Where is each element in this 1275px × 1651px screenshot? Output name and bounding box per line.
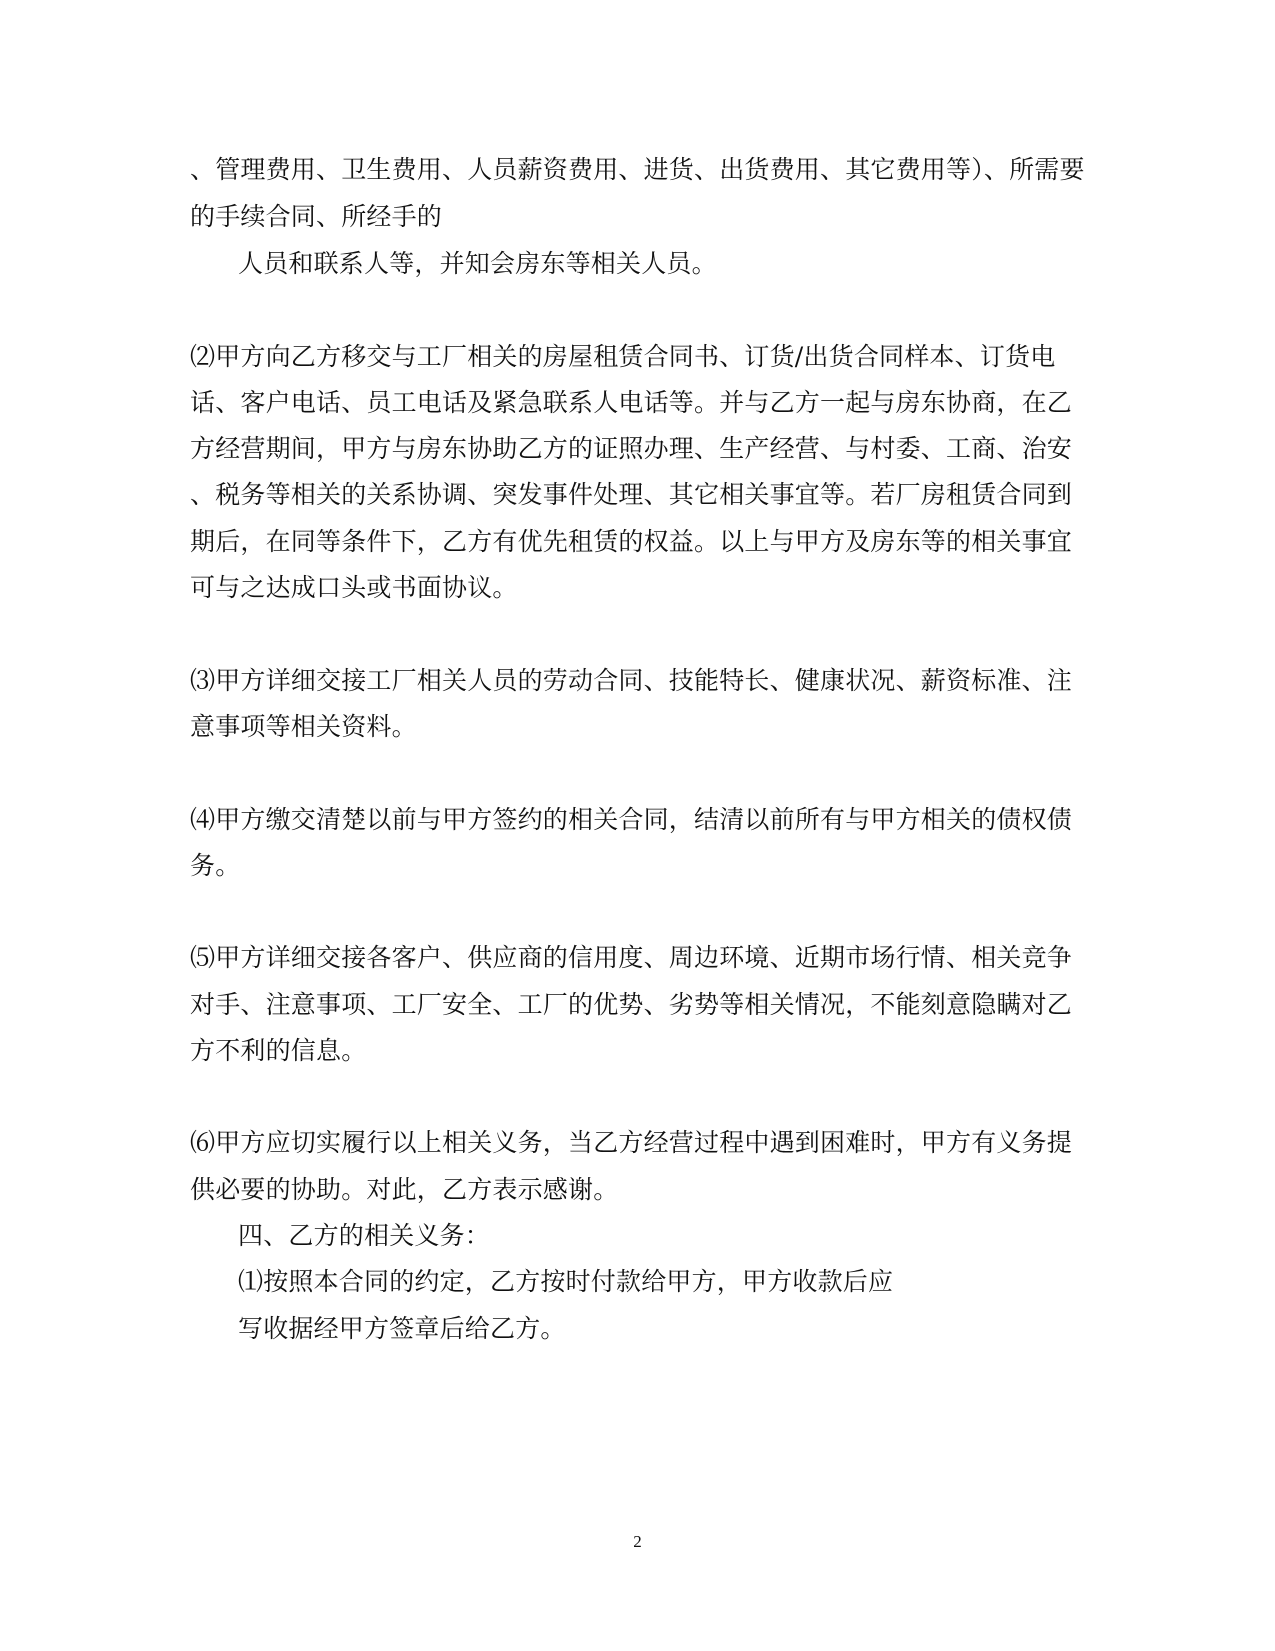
- text-line: ⑶甲方详细交接工厂相关人员的劳动合同、技能特长、健康状况、薪资标准、注: [190, 666, 1073, 695]
- text-line: 方经营期间，甲方与房东协助乙方的证照办理、生产经营、与村委、工商、治安: [190, 434, 1073, 463]
- text-line: 务。: [190, 851, 241, 880]
- text-line: ⑹甲方应切实履行以上相关义务，当乙方经营过程中遇到困难时，甲方有义务提: [190, 1128, 1073, 1157]
- text-line: 对手、注意事项、工厂安全、工厂的优势、劣势等相关情况，不能刻意隐瞒对乙: [190, 990, 1073, 1019]
- text-line: 人员和联系人等，并知会房东等相关人员。: [238, 249, 717, 278]
- text-line: ⑸甲方详细交接各客户、供应商的信用度、周边环境、近期市场行情、相关竞争: [190, 943, 1073, 972]
- text-line: 写收据经甲方签章后给乙方。: [238, 1314, 566, 1343]
- text-line: 期后，在同等条件下，乙方有优先租赁的权益。以上与甲方及房东等的相关事宜: [190, 527, 1073, 556]
- text-line: 方不利的信息。: [190, 1036, 367, 1065]
- text-line: 意事项等相关资料。: [190, 712, 417, 741]
- text-line: 话、客户电话、员工电话及紧急联系人电话等。并与乙方一起与房东协商，在乙: [190, 388, 1073, 417]
- text-line: ⑴按照本合同的约定，乙方按时付款给甲方，甲方收款后应: [238, 1267, 894, 1296]
- text-line: ⑷甲方缴交清楚以前与甲方签约的相关合同，结清以前所有与甲方相关的债权债: [190, 805, 1073, 834]
- section-heading: 四、乙方的相关义务：: [238, 1221, 491, 1250]
- text-line: 可与之达成口头或书面协议。: [190, 573, 518, 602]
- text-line: 的手续合同、所经手的: [190, 202, 443, 231]
- page-number: 2: [633, 1532, 642, 1551]
- text-line: 、管理费用、卫生费用、人员薪资费用、进货、出货费用、其它费用等）、所需要: [190, 155, 1085, 184]
- text-line: 、税务等相关的关系协调、突发事件处理、其它相关事宜等。若厂房租赁合同到: [190, 480, 1073, 509]
- text-line: 供必要的协助。对此，乙方表示感谢。: [190, 1175, 619, 1204]
- text-line: ⑵甲方向乙方移交与工厂相关的房屋租赁合同书、订货/出货合同样本、订货电: [190, 342, 1056, 371]
